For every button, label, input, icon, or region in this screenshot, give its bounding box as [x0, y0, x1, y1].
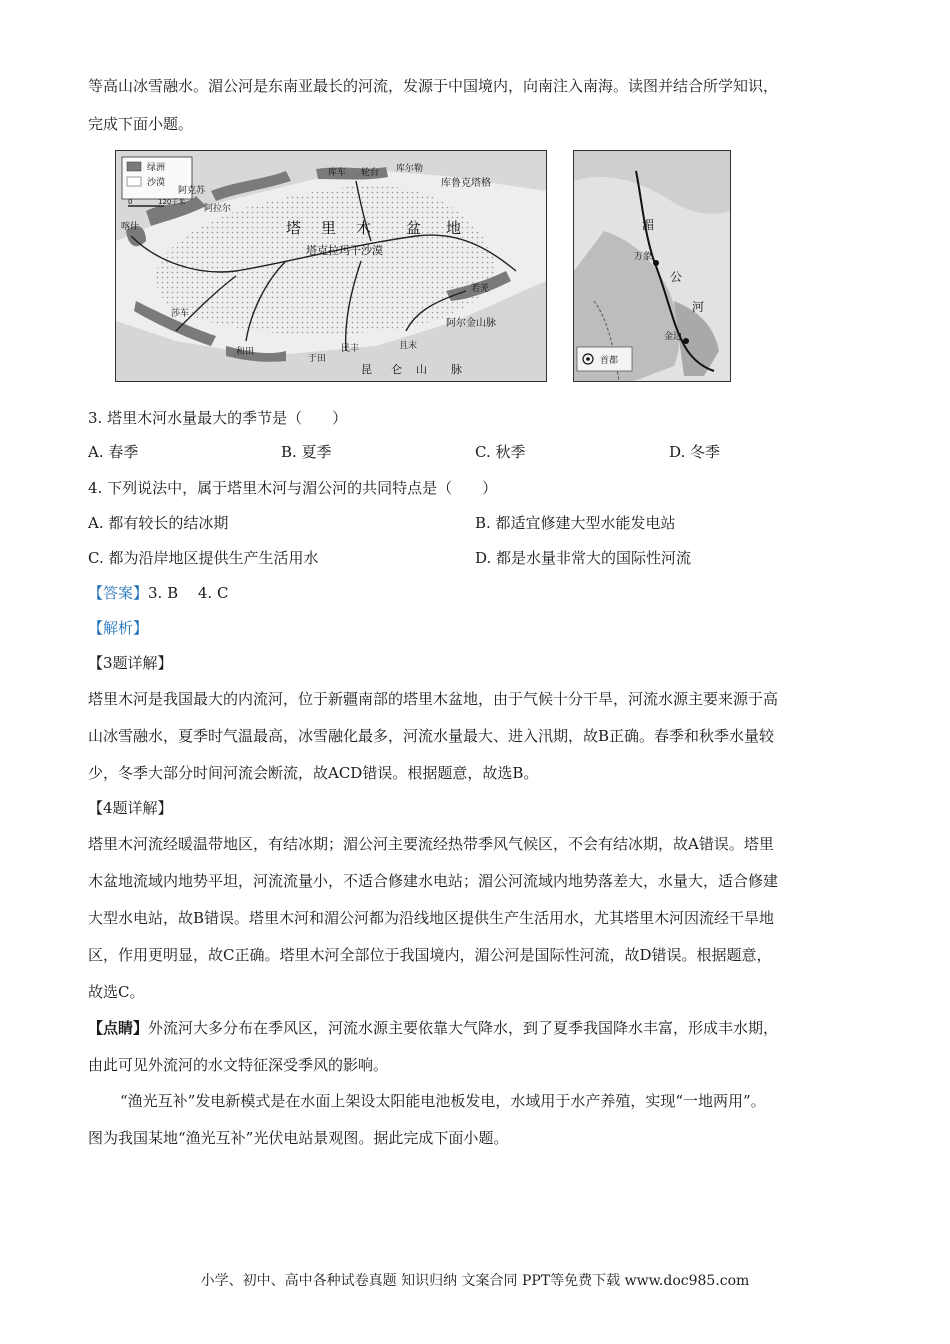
- q3-stem: 3. 塔里木河水量最大的季节是（ ）: [88, 409, 348, 427]
- range-north-label: 库鲁克塔格: [441, 178, 491, 189]
- desert-label: 塔克拉玛干沙漠: [306, 244, 383, 257]
- detail4-line-1: 塔里木河流经暖温带地区，有结冰期；湄公河主要流经热带季风气候区，不会有结冰期，故A错误。塔里: [88, 835, 774, 853]
- range-south-char-1: 昆: [361, 363, 372, 376]
- tip-line-1: [88, 1017, 778, 1038]
- basin-char-5: 地: [446, 219, 462, 237]
- intro-line-2: 完成下面小题。: [88, 115, 194, 133]
- q3-option-a: A. 春季: [88, 443, 139, 461]
- detail4-line-3: 大型水电站，故B错误。塔里木河和湄公河都为沿线地区提供生产生活用水，尤其塔里木河因流经干旱地: [88, 909, 775, 927]
- q4-option-c: C. 都为沿岸地区提供生产生活用水: [88, 549, 319, 567]
- basin-char-3: 木: [356, 219, 372, 237]
- place-shache: 莎车: [171, 309, 190, 319]
- next-line-2: 图为我国某地“渔光互补”光伏电站景观图。据此完成下面小题。: [88, 1129, 509, 1147]
- svg-text:0: 0: [128, 198, 133, 206]
- range-south-char-2: 仑: [391, 363, 402, 376]
- answer-line: [88, 582, 228, 603]
- mekong-map: [573, 150, 731, 382]
- place-vientiane: 万象: [634, 252, 653, 262]
- place-minfeng: 民丰: [341, 344, 360, 354]
- detail3-line-1: 塔里木河是我国最大的内流河，位于新疆南部的塔里木盆地，由于气候十分干旱，河流水源主要来源于高: [88, 690, 779, 708]
- answer-text: 3. B 4. C: [148, 584, 229, 602]
- mekong-char-2: 公: [670, 270, 683, 284]
- place-phnom-penh: 金边: [664, 332, 683, 342]
- place-korla: 库尔勒: [396, 164, 424, 174]
- place-aksu: 阿克苏: [178, 186, 206, 196]
- basin-char-2: 里: [321, 219, 337, 237]
- basin-char-1: 塔: [286, 219, 302, 237]
- mekong-char-1: 湄: [642, 218, 655, 232]
- q3-option-d: D. 冬季: [669, 443, 721, 461]
- detail4-line-2: 木盆地流域内地势平坦，河流流量小，不适合修建水电站；湄公河流域内地势落差大，水量大，适合修建: [88, 872, 779, 890]
- place-alar: 阿拉尔: [204, 204, 232, 214]
- q3-option-b: B. 夏季: [281, 443, 332, 461]
- q4-option-d: D. 都是水量非常大的国际性河流: [475, 549, 692, 567]
- capital-legend-label: 首都: [600, 356, 619, 366]
- basin-char-4: 盆: [406, 219, 422, 237]
- detail4-line-5: 故选C。: [88, 983, 145, 1001]
- detail3-line-3: 少，冬季大部分时间河流会断流，故ACD错误。根据题意，故选B。: [88, 764, 539, 782]
- analysis-label: 【解析】: [88, 619, 149, 637]
- q3-option-c: C. 秋季: [475, 443, 526, 461]
- range-altun-label: 阿尔金山脉: [446, 318, 496, 329]
- range-south-char-4: 脉: [451, 363, 462, 376]
- intro-line-1: 等高山冰雪融水。湄公河是东南亚最长的河流，发源于中国境内，向南注入南海。读图并结合所学知识，: [88, 77, 779, 95]
- legend-oasis-label: 绿洲: [147, 163, 166, 173]
- mekong-char-3: 河: [692, 300, 705, 314]
- tip-text-1: 外流河大多分布在季风区，河流水源主要依靠大气降水，到了夏季我国降水丰富，形成丰水期，: [148, 1019, 779, 1037]
- detail4-label: 【4题详解】: [88, 799, 173, 817]
- detail3-line-2: 山冰雪融水，夏季时气温最高，冰雪融化最多，河流水量最大、进入汛期，故B正确。春季和秋季水量较: [88, 727, 775, 745]
- q4-option-b: B. 都适宜修建大型水能发电站: [475, 514, 676, 532]
- q4-stem: 4. 下列说法中，属于塔里木河与湄公河的共同特点是（ ）: [88, 479, 498, 497]
- scale-label: 120千米: [158, 198, 186, 206]
- range-south-char-3: 山: [416, 363, 427, 376]
- place-hotan: 和田: [236, 347, 255, 357]
- q4-option-a: A. 都有较长的结冰期: [88, 514, 229, 532]
- place-ruoqiang: 若羌: [471, 284, 490, 294]
- tip-label: 【点睛】: [88, 1019, 149, 1037]
- tip-line-2: 由此可见外流河的水文特征深受季风的影响。: [88, 1056, 389, 1074]
- tarim-basin-map: [115, 150, 547, 382]
- answer-label: 【答案】: [88, 584, 149, 602]
- detail4-line-4: 区，作用更明显，故C正确。塔里木河全部位于我国境内，湄公河是国际性河流，故D错误。根据题意，: [88, 946, 772, 964]
- place-kashgar: 喀什: [121, 222, 140, 232]
- place-yutian: 于田: [308, 354, 327, 364]
- next-line-1: “渔光互补”发电新模式是在水面上架设太阳能电池板发电，水域用于水产养殖，实现“一地两用”。: [120, 1092, 766, 1110]
- detail3-label: 【3题详解】: [88, 654, 173, 672]
- place-luntai: 轮台: [361, 168, 380, 178]
- place-kuqa: 库车: [328, 168, 347, 178]
- legend-desert-label: 沙漠: [147, 178, 166, 188]
- page-footer: 小学、初中、高中各种试卷真题 知识归纳 文案合同 PPT等免费下载 www.doc985.com: [200, 1273, 750, 1289]
- place-qiemo: 且末: [399, 341, 418, 351]
